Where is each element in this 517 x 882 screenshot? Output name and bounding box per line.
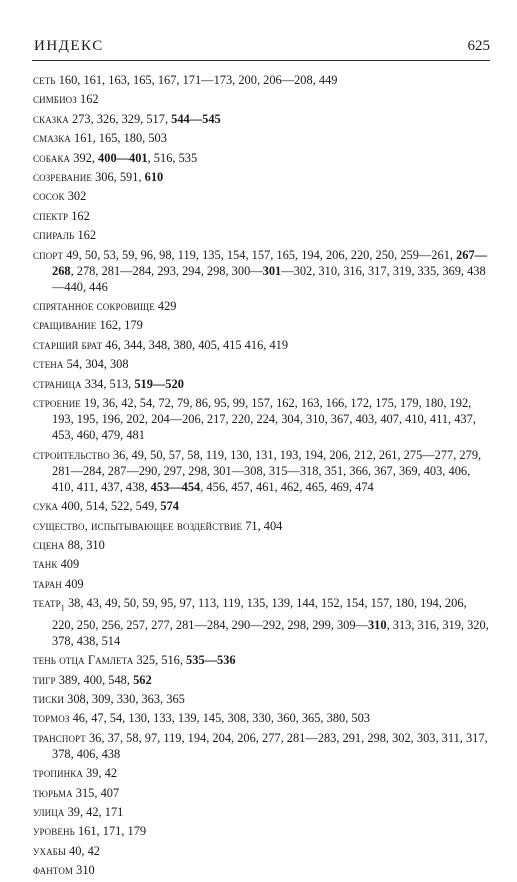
page-ref-bold: 610 [144, 169, 164, 184]
index-entry [33, 537, 489, 553]
page-refs: 306, 591, [95, 169, 145, 184]
index-entry [33, 862, 489, 878]
page-refs: 49, 50, 53, 59, 96, 98, 119, 135, 154, 157, 165, 194, 206, 220, 250, 259—261, [66, 247, 457, 262]
page-refs: 71, 404 [245, 518, 283, 533]
page-refs: , 516, 535 [147, 150, 198, 165]
index-term-subscript: 1 [60, 603, 65, 613]
index-term-text: тигр [33, 672, 56, 687]
index-term [33, 557, 57, 571]
index-term-text: тюрьма [33, 785, 73, 800]
index-term [33, 170, 92, 184]
page-refs: 162, 179 [99, 318, 143, 333]
index-term [33, 357, 64, 371]
page-refs: 302 [67, 189, 87, 204]
page-refs: 40, 42 [69, 843, 100, 858]
index-entry [33, 785, 489, 801]
index-entry [33, 730, 489, 762]
index-term-text: театр [33, 596, 61, 611]
page-refs: , 313, 316, 319, 320, 378, 438, 514 [52, 617, 489, 648]
index-term-text: строительство [33, 447, 110, 462]
index-term-text: уровень [33, 824, 75, 839]
index-term [33, 499, 58, 513]
page-refs: 46, 47, 54, 130, 133, 139, 145, 308, 330, 360, 365, 380, 503 [72, 711, 370, 726]
index-term [33, 673, 56, 687]
page-refs: 334, 513, [84, 376, 135, 391]
index-term-text: спорт [33, 247, 64, 262]
page-ref-bold: 544—545 [171, 111, 221, 126]
index-term-text: транспорт [33, 730, 86, 745]
index-term [33, 131, 71, 145]
index-entry [33, 518, 489, 534]
index-term [33, 692, 64, 706]
page-refs: 39, 42, 171 [67, 805, 124, 820]
page-ref-bold: 310 [367, 617, 387, 632]
page-ref-bold: 400—401 [98, 150, 148, 165]
index-term [33, 318, 96, 332]
index-term [33, 731, 86, 745]
index-term [33, 151, 70, 165]
index-term-text: танк [33, 557, 58, 572]
index-term-text: сращивание [33, 318, 97, 333]
index-entry [33, 91, 489, 107]
page-refs: 310 [76, 863, 95, 878]
index-entry [33, 188, 489, 204]
index-entry [33, 652, 489, 668]
page-refs: 409 [65, 576, 84, 591]
index-term [33, 448, 110, 462]
index-term [33, 112, 69, 126]
index-term [33, 824, 75, 838]
index-term-text: сказка [33, 111, 69, 126]
page-refs: 162 [71, 208, 90, 223]
index-term-text: строение [33, 396, 81, 411]
page-refs: , 278, 281—284, 293, 294, 298, 300— [70, 263, 263, 278]
index-entry [33, 691, 489, 707]
index-term-text: тень отца Гамлета [33, 653, 134, 668]
index-term [33, 538, 65, 552]
index-entry [33, 823, 489, 839]
page-refs: 325, 516, [136, 653, 187, 668]
index-entry [33, 317, 489, 333]
header-title: ИНДЕКС [34, 38, 104, 54]
page-refs: , 456, 457, 461, 462, 465, 469, 474 [200, 479, 374, 494]
page-refs: 162 [77, 228, 97, 243]
index-term [33, 577, 62, 591]
page-refs: 46, 344, 348, 380, 405, 415 416, 419 [105, 337, 289, 352]
index-term [33, 766, 83, 780]
index-term [33, 863, 73, 877]
index-term [33, 377, 82, 391]
index-term [33, 228, 74, 242]
index-entry [33, 130, 489, 146]
index-term-text: спираль [33, 228, 75, 243]
index-term [33, 338, 102, 352]
index-entry [33, 227, 489, 243]
index-entry [33, 804, 489, 820]
page-refs: 392, [73, 150, 99, 165]
index-entries [33, 72, 489, 882]
page-refs: 273, 326, 329, 517, [72, 111, 172, 126]
index-term-text: сосок [33, 189, 65, 204]
index-term-text: улица [33, 805, 65, 820]
index-term-text: тропинка [33, 766, 83, 781]
index-entry [33, 447, 489, 495]
index-entry [33, 595, 489, 649]
page-refs: —302, 310, 316, 317, 319, 335, 369, 438—440, 446 [52, 263, 486, 294]
page-ref-bold: 574 [160, 499, 179, 514]
index-term-text: смазка [33, 131, 71, 146]
page-refs: 308, 309, 330, 363, 365 [67, 691, 185, 706]
index-term [33, 209, 68, 223]
index-term-text: сцена [33, 537, 65, 552]
index-term-text: стена [33, 357, 64, 372]
page-refs: 39, 42 [86, 766, 118, 781]
page-ref-bold: 519—520 [134, 376, 184, 391]
index-term-text: страница [33, 376, 82, 391]
running-header [32, 38, 490, 61]
index-term-text: созревание [33, 169, 92, 184]
page-number: 625 [467, 38, 490, 54]
index-term [33, 189, 65, 203]
index-entry [33, 395, 489, 443]
page-refs: 400, 514, 522, 549, [61, 499, 161, 514]
page-refs: 38, 43, 49, 50, 59, 95, 97, 113, 119, 135, 139, 144, 152, 154, 157, 180, 194, 206, 220, 250, 256, 257, 277, 281—284, 290—292, 298, 299, 309— [52, 596, 467, 632]
page-refs: 19, 36, 42, 54, 72, 79, 86, 95, 99, 157, 162, 163, 166, 172, 175, 179, 180, 192, 193, 195, 196, 202, 204—206, 217, 220, 224, 304, 310, 367, 403, 407, 410, 411, 437, 453, 460, 479, 481 [52, 396, 476, 443]
index-entry [33, 498, 489, 514]
page-ref-bold: 267—268 [52, 247, 488, 278]
index-term [33, 396, 81, 410]
page-ref-bold: 562 [133, 672, 152, 687]
index-entry [33, 150, 489, 166]
page-refs: 429 [157, 299, 177, 314]
index-entry [33, 337, 489, 353]
index-term-text: существо, испытывающее воздействие [33, 518, 243, 533]
index-entry [33, 376, 489, 392]
index-entry [33, 72, 489, 88]
index-entry [33, 672, 489, 688]
page-refs: 36, 49, 50, 57, 58, 119, 130, 131, 193, 194, 206, 212, 261, 275—277, 279, 281—284, 287—290, 297, 298, 301—308, 315—318, 351, 366, 367, 369, 403, 406, 410, 411, 437, 438, [52, 447, 482, 494]
index-term [33, 92, 77, 106]
index-term-text: фантом [33, 863, 74, 878]
index-term-text: таран [33, 576, 62, 591]
index-term [33, 519, 242, 533]
index-term [33, 73, 56, 87]
page-ref-bold: 453—454 [150, 479, 201, 494]
index-term [33, 248, 63, 262]
index-term-text: тиски [33, 691, 65, 706]
index-entry [33, 247, 489, 295]
page-refs: 161, 171, 179 [77, 824, 147, 839]
index-entry [33, 169, 489, 185]
page-refs: 160, 161, 163, 165, 167, 171—173, 200, 206—208, 449 [58, 73, 338, 87]
index-term [33, 786, 73, 800]
page-refs: 162 [80, 92, 99, 107]
index-entry [33, 556, 489, 572]
index-term-text: собака [33, 150, 71, 165]
index-term-text: сука [33, 499, 59, 514]
index-entry [33, 576, 489, 592]
index-entry [33, 765, 489, 781]
index-entry [33, 843, 489, 859]
page-refs: 88, 310 [67, 537, 105, 552]
index-term-text: симбиоз [33, 92, 77, 107]
page-ref-bold: 535—536 [186, 653, 236, 668]
page-refs: 36, 37, 58, 97, 119, 194, 204, 206, 277, 281—283, 291, 298, 302, 303, 311, 317, 378, 406, 438 [52, 730, 488, 761]
index-term [33, 596, 65, 613]
index-entry [33, 111, 489, 127]
index-term-text: тормоз [33, 711, 70, 726]
index-term [33, 844, 66, 858]
page-ref-bold: 301 [262, 263, 282, 278]
index-entry [33, 356, 489, 372]
index-term [33, 711, 70, 725]
index-term-text: старший брат [33, 337, 103, 352]
index-term [33, 653, 133, 667]
page-refs: 54, 304, 308 [66, 357, 129, 372]
page-refs: 409 [60, 557, 80, 572]
index-term-text: сеть [33, 73, 56, 87]
index-term [33, 805, 64, 819]
index-entry [33, 298, 489, 314]
page-refs: 315, 407 [75, 785, 120, 800]
index-entry [33, 710, 489, 726]
page-refs: 389, 400, 548, [58, 672, 134, 687]
index-term-text: ухабы [33, 843, 66, 858]
index-entry [33, 208, 489, 224]
page-refs: 161, 165, 180, 503 [74, 131, 167, 146]
index-term-text: спектр [33, 208, 69, 223]
index-term-text: спрятанное сокровище [33, 299, 155, 314]
index-term [33, 299, 155, 313]
